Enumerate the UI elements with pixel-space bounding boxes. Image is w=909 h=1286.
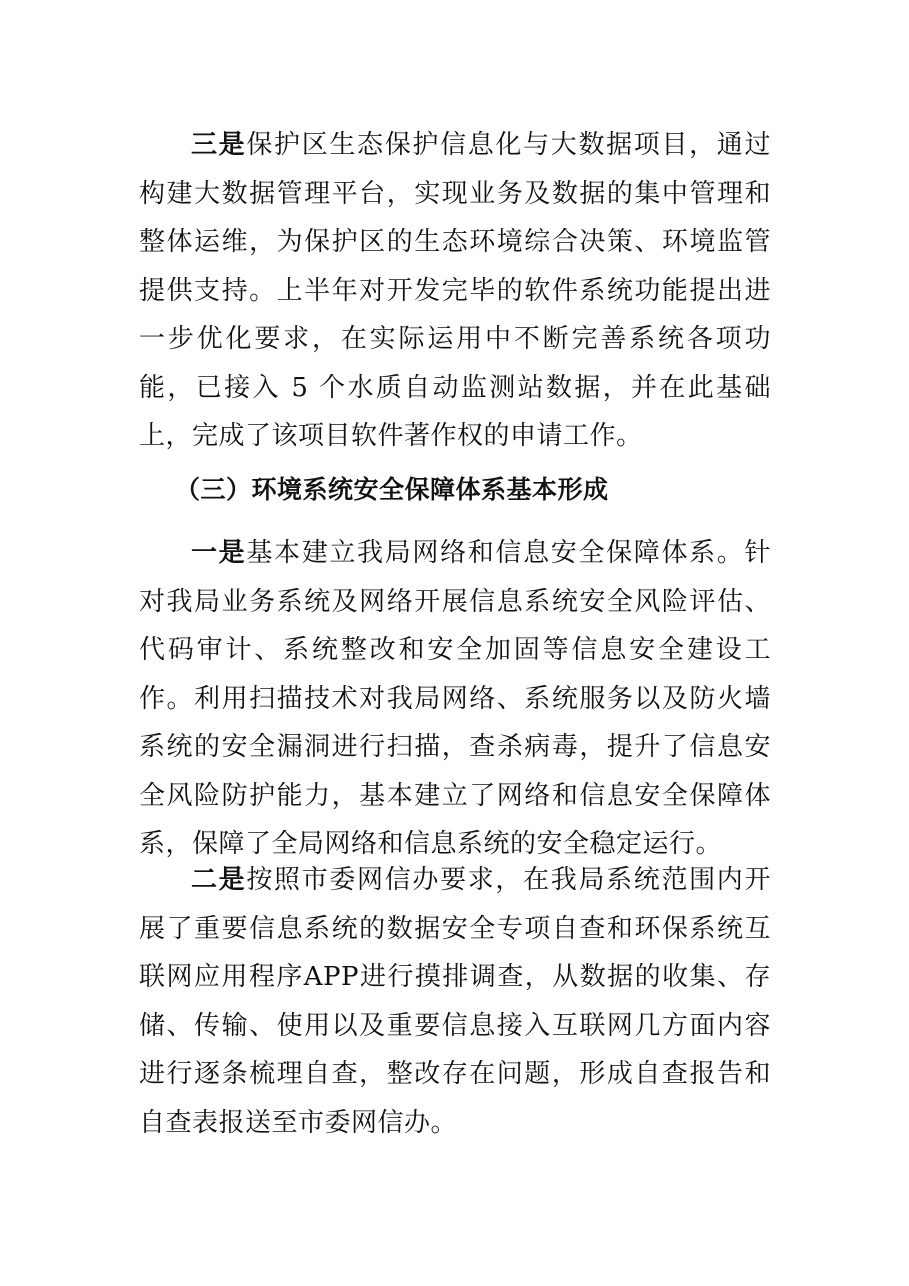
paragraph-self-inspection [139,856,771,1147]
section-heading: （三）环境系统安全保障体系基本形成 [175,475,609,504]
paragraph-lead: 一是 [191,538,247,568]
paragraph-lead: 三是 [191,130,247,160]
paragraph-body: 按照市委网信办要求，在我局系统范围内开展了重要信息系统的数据安全专项自查和环保系统互联网应用程序APP进行摸排调查，从数据的收集、存储、传输、使用以及重要信息接入互联网几方面内容进行逐条梳理自查，整改存在问题，形成自查报告和自查表报送至市委网信办。 [139,865,771,1138]
paragraph-body: 保护区生态保护信息化与大数据项目，通过构建大数据管理平台，实现业务及数据的集中管理和整体运维，为保护区的生态环境综合决策、环境监管提供支持。上半年对开发完毕的软件系统功能提出进一步优化要求，在实际运用中不断完善系统各项功能，已接入 5 个水质自动监测站数据，并在此基础上，完成了该项目软件著作权的申请工作。 [139,130,771,451]
paragraph-body: 基本建立我局网络和信息安全保障体系。针对我局业务系统及网络开展信息系统安全风险评估、代码审计、系统整改和安全加固等信息安全建设工作。利用扫描技术对我局网络、系统服务以及防火墙系统的安全漏洞进行扫描，查杀病毒，提升了信息安全风险防护能力，基本建立了网络和信息安全保障体系，保障了全局网络和信息系统的安全稳定运行。 [139,538,771,859]
paragraph-security-system [139,529,771,869]
paragraph-protection-area-project [139,121,771,461]
paragraph-lead: 二是 [191,865,247,895]
